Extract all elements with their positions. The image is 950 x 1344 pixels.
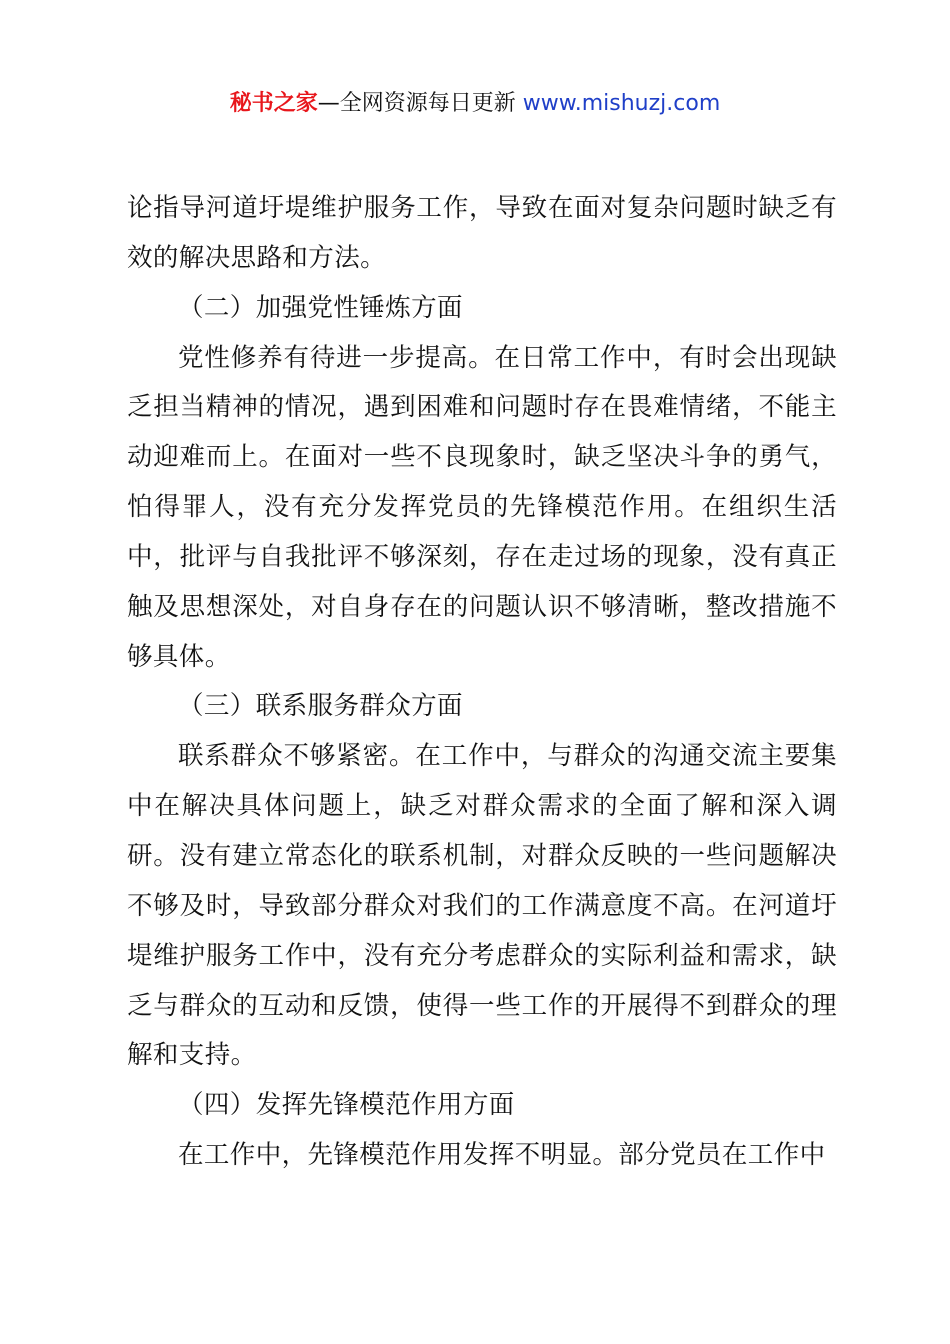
- section-heading: （三）联系服务群众方面: [178, 691, 463, 722]
- header-tagline: —全网资源每日更新: [317, 91, 516, 116]
- section-heading: （四）发挥先锋模范作用方面: [178, 1090, 515, 1121]
- site-url-link[interactable]: www.mishuzj.com: [522, 91, 721, 116]
- paragraph: 党性修养有待进一步提高。在日常工作中，有时会出现缺乏担当精神的情况，遇到困难和问题时存在畏难情绪，不能主动迎难而上。在面对一些不良现象时，缺乏坚决斗争的勇气，怕得罪人，没有充分发挥党员的先锋模范作用。在组织生活中，批评与自我批评不够深刻，存在走过场的现象，没有真正触及思想深处，对自身存在的问题认识不够清晰，整改措施不够具体。: [127, 342, 837, 672]
- paragraph: 在工作中，先锋模范作用发挥不明显。部分党员在工作中: [178, 1140, 826, 1171]
- paragraph: 联系群众不够紧密。在工作中，与群众的沟通交流主要集中在解决具体问题上，缺乏对群众需求的全面了解和深入调研。没有建立常态化的联系机制，对群众反映的一些问题解决不够及时，导致部分群众对我们的工作满意度不高。在河道圩堤维护服务工作中，没有充分考虑群众的实际利益和需求，缺乏与群众的互动和反馈，使得一些工作的开展得不到群众的理解和支持。: [127, 741, 837, 1071]
- document-body: [127, 184, 837, 1181]
- section-heading: （二）加强党性锤炼方面: [178, 292, 463, 323]
- page-header: [0, 88, 950, 120]
- paragraph-continued: 论指导河道圩堤维护服务工作，导致在面对复杂问题时缺乏有效的解决思路和方法。: [127, 193, 837, 273]
- brand-name: 秘书之家: [229, 91, 318, 116]
